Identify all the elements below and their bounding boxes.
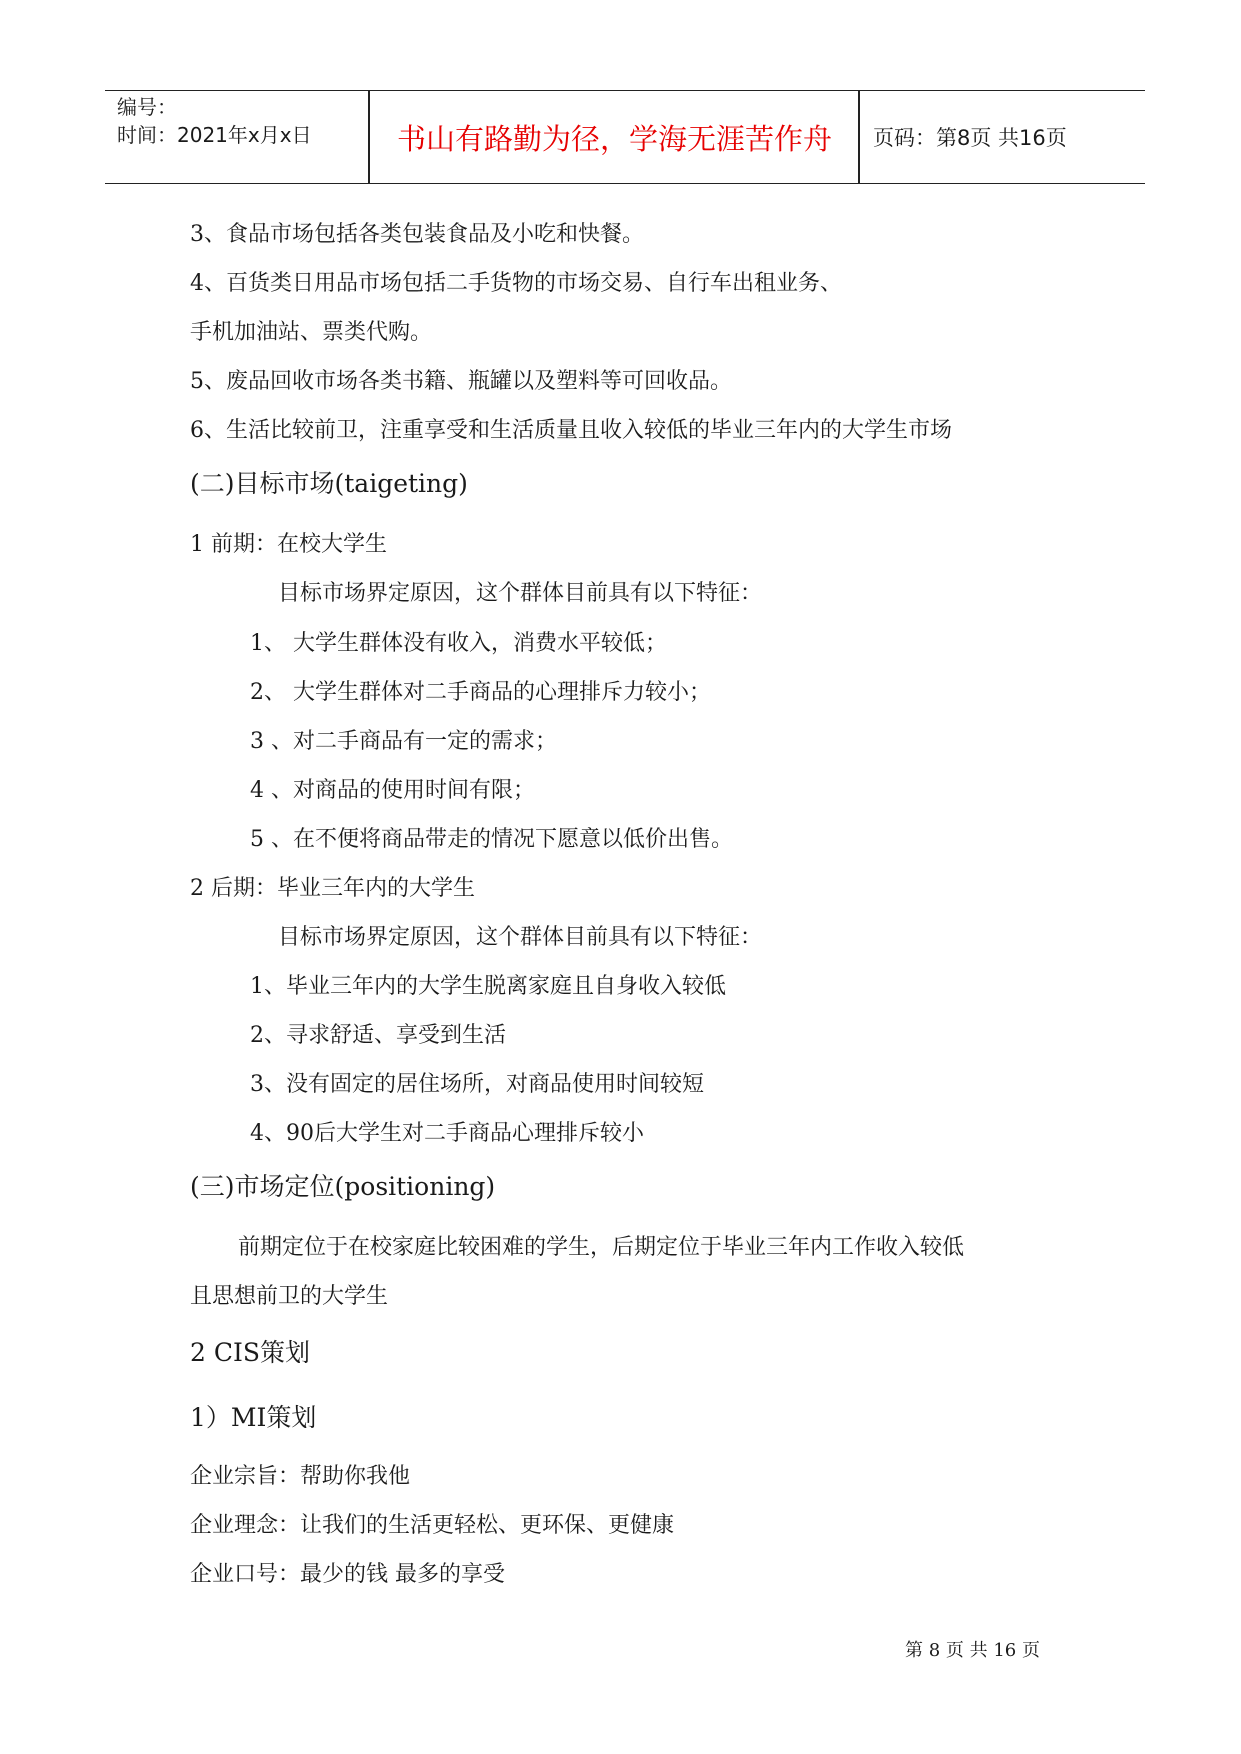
list-item: 1、 大学生群体没有收入，消费水平较低； bbox=[250, 631, 667, 656]
header-divider bbox=[858, 91, 860, 183]
body-line: 5、废品回收市场各类书籍、瓶罐以及塑料等可回收品。 bbox=[190, 369, 732, 394]
body-line: 企业口号：最少的钱 最多的享受 bbox=[190, 1562, 505, 1587]
list-item: 4、90后大学生对二手商品心理排斥较小 bbox=[250, 1121, 644, 1146]
list-item: 3、没有固定的居住场所，对商品使用时间较短 bbox=[250, 1072, 704, 1097]
body-line: 1 前期：在校大学生 bbox=[190, 532, 387, 557]
body-line: 目标市场界定原因，这个群体目前具有以下特征： bbox=[278, 581, 763, 606]
body-line: 2 后期：毕业三年内的大学生 bbox=[190, 876, 475, 901]
body-line: 4、百货类日用品市场包括二手货物的市场交易、自行车出租业务、 bbox=[190, 271, 842, 296]
section-heading: 2 CIS策划 bbox=[190, 1338, 310, 1367]
page-header bbox=[105, 90, 1145, 184]
body-line: 企业宗旨：帮助你我他 bbox=[190, 1464, 411, 1489]
list-item: 4 、对商品的使用时间有限； bbox=[250, 778, 535, 803]
body-line: 6、生活比较前卫，注重享受和生活质量且收入较低的毕业三年内的大学生市场 bbox=[190, 418, 952, 443]
body-line: 目标市场界定原因，这个群体目前具有以下特征： bbox=[278, 925, 763, 950]
body-line: 企业理念：让我们的生活更轻松、更环保、更健康 bbox=[190, 1513, 675, 1538]
header-meta bbox=[117, 93, 367, 149]
list-item: 3 、对二手商品有一定的需求； bbox=[250, 729, 557, 754]
section-heading: (三)市场定位(positioning) bbox=[190, 1172, 496, 1201]
header-motto: 书山有路勤为径，学海无涯苦作舟 bbox=[396, 121, 832, 156]
body-line: 3、食品市场包括各类包装食品及小吃和快餐。 bbox=[190, 222, 644, 247]
document-time-label: 时间：2021年x月x日 bbox=[117, 123, 312, 147]
body-line: 手机加油站、票类代购。 bbox=[190, 320, 433, 345]
body-line: 且思想前卫的大学生 bbox=[190, 1284, 389, 1309]
header-page-number: 页码：第8页 共16页 bbox=[873, 126, 1067, 150]
body-line: 前期定位于在校家庭比较困难的学生，后期定位于毕业三年内工作收入较低 bbox=[238, 1235, 965, 1260]
list-item: 2、寻求舒适、享受到生活 bbox=[250, 1023, 506, 1048]
page-footer: 第 8 页 共 16 页 bbox=[905, 1640, 1040, 1661]
header-divider bbox=[368, 91, 370, 183]
list-item: 2、 大学生群体对二手商品的心理排斥力较小； bbox=[250, 680, 711, 705]
section-heading: 1）MI策划 bbox=[190, 1403, 317, 1432]
list-item: 1、毕业三年内的大学生脱离家庭且自身收入较低 bbox=[250, 974, 726, 999]
section-heading: (二)目标市场(taigeting) bbox=[190, 469, 468, 498]
list-item: 5 、在不便将商品带走的情况下愿意以低价出售。 bbox=[250, 827, 733, 852]
document-number-label: 编号： bbox=[117, 95, 177, 119]
